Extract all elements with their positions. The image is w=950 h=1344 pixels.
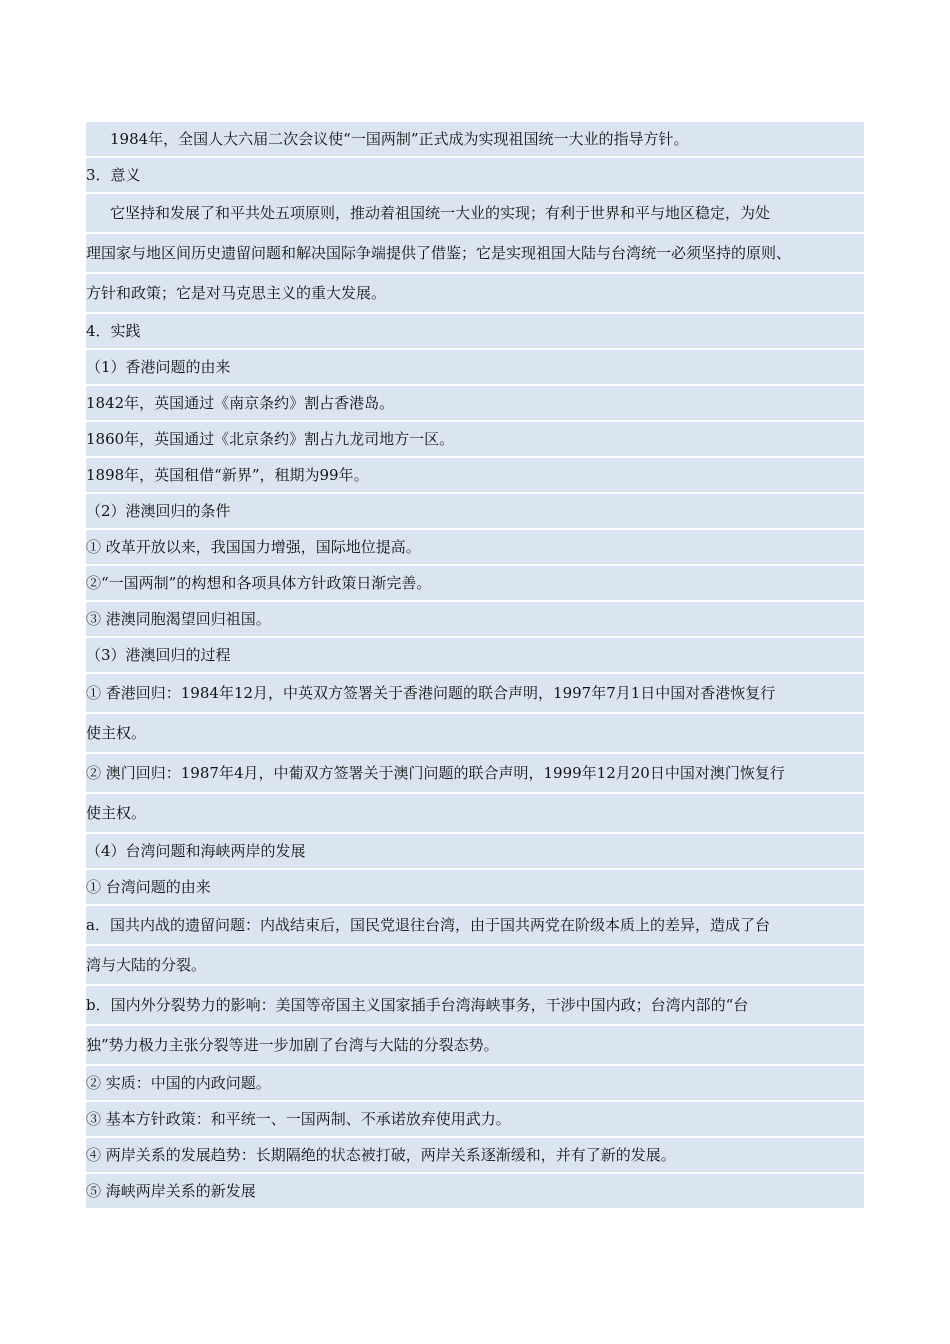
list-item-continuation: 独”势力极力主张分裂等进一步加剧了台湾与大陆的分裂态势。: [86, 1026, 864, 1064]
list-item: ③ 港澳同胞渴望回归祖国。: [86, 602, 864, 636]
list-item: ⑤ 海峡两岸关系的新发展: [86, 1174, 864, 1208]
paragraph-line: 它坚持和发展了和平共处五项原则，推动着祖国统一大业的实现；有利于世界和平与地区稳定，为处: [86, 194, 864, 232]
subsection-heading: （1）香港问题的由来: [86, 350, 864, 384]
paragraph-line: 1984年，全国人大六届二次会议使“一国两制”正式成为实现祖国统一大业的指导方针。: [86, 122, 864, 156]
list-item: ① 香港回归：1984年12月，中英双方签署关于香港问题的联合声明，1997年7月1日中国对香港恢复行: [86, 674, 864, 712]
subsection-heading: （3）港澳回归的过程: [86, 638, 864, 672]
paragraph-line: 1898年，英国租借“新界”，租期为99年。: [86, 458, 864, 492]
paragraph-line: 1860年，英国通过《北京条约》割占九龙司地方一区。: [86, 422, 864, 456]
subsection-heading: （2）港澳回归的条件: [86, 494, 864, 528]
section-heading: 3．意义: [86, 158, 864, 192]
list-item: ① 改革开放以来，我国国力增强，国际地位提高。: [86, 530, 864, 564]
section-heading: 4．实践: [86, 314, 864, 348]
list-item: ③ 基本方针政策：和平统一、一国两制、不承诺放弃使用武力。: [86, 1102, 864, 1136]
paragraph-line: 方针和政策；它是对马克思主义的重大发展。: [86, 274, 864, 312]
subsection-heading: （4）台湾问题和海峡两岸的发展: [86, 834, 864, 868]
list-item: ②“一国两制”的构想和各项具体方针政策日渐完善。: [86, 566, 864, 600]
list-item: ① 台湾问题的由来: [86, 870, 864, 904]
list-item-continuation: 湾与大陆的分裂。: [86, 946, 864, 984]
list-item: ② 澳门回归：1987年4月，中葡双方签署关于澳门问题的联合声明，1999年12月20日中国对澳门恢复行: [86, 754, 864, 792]
list-item-continuation: 使主权。: [86, 794, 864, 832]
list-item: ④ 两岸关系的发展趋势：长期隔绝的状态被打破，两岸关系逐渐缓和，并有了新的发展。: [86, 1138, 864, 1172]
list-item: b．国内外分裂势力的影响：美国等帝国主义国家插手台湾海峡事务，干涉中国内政；台湾内部的“台: [86, 986, 864, 1024]
list-item: ② 实质：中国的内政问题。: [86, 1066, 864, 1100]
paragraph-line: 理国家与地区间历史遗留问题和解决国际争端提供了借鉴；它是实现祖国大陆与台湾统一必须坚持的原则、: [86, 234, 864, 272]
list-item: a．国共内战的遗留问题：内战结束后，国民党退往台湾，由于国共两党在阶级本质上的差异，造成了台: [86, 906, 864, 944]
paragraph-line: 1842年，英国通过《南京条约》割占香港岛。: [86, 386, 864, 420]
list-item-continuation: 使主权。: [86, 714, 864, 752]
document-body: [86, 122, 864, 1210]
